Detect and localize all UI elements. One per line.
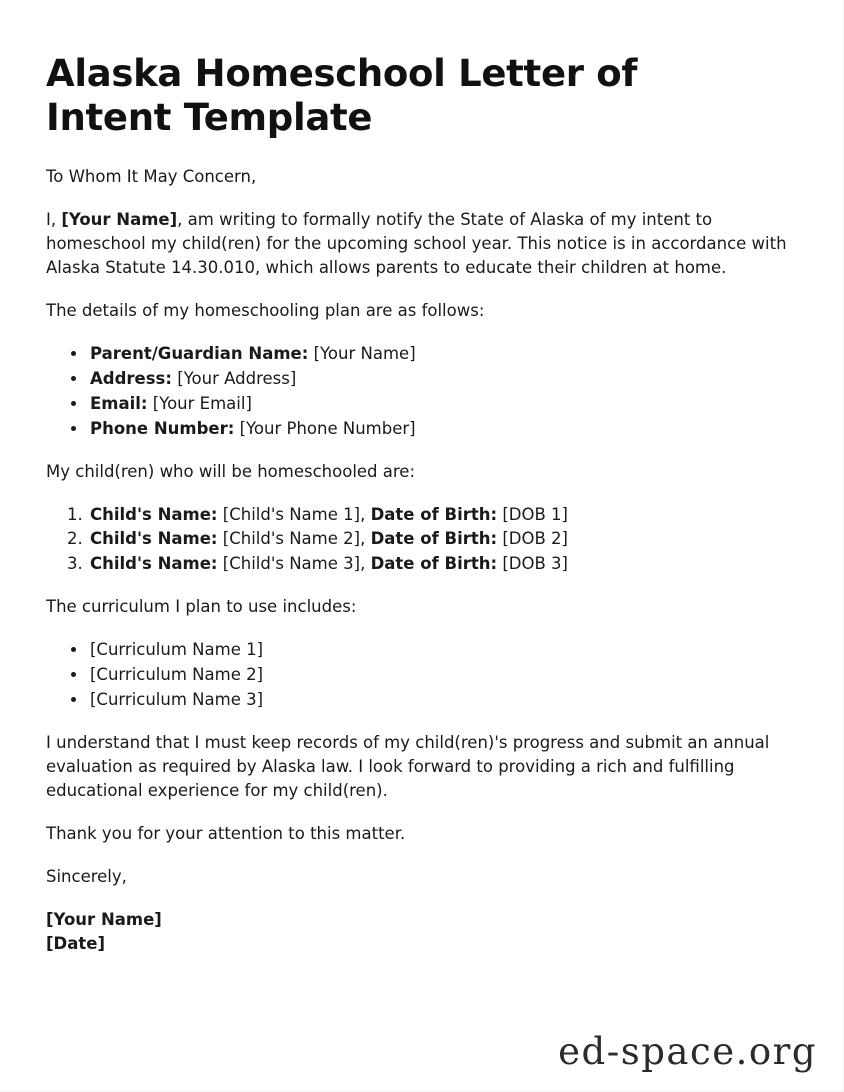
child-dob-value: [DOB 2]	[502, 529, 568, 549]
list-item: • [Curriculum Name 2]	[88, 663, 794, 687]
child-name-label: Child's Name:	[90, 554, 218, 574]
salutation: To Whom It May Concern,	[46, 167, 257, 187]
detail-label: Parent/Guardian Name:	[90, 343, 309, 363]
list-item	[88, 503, 794, 527]
intro-before: I,	[46, 210, 62, 230]
child-dob-label: Date of Birth:	[370, 529, 498, 549]
child-name-label: Child's Name:	[90, 529, 218, 549]
intro-paragraph	[46, 208, 794, 280]
thanks-paragraph: Thank you for your attention to this matter.	[46, 823, 406, 843]
curriculum-intro: The curriculum I plan to use includes:	[46, 597, 357, 617]
detail-value: [Your Address]	[177, 368, 297, 388]
list-item	[88, 417, 794, 441]
detail-value: [Your Phone Number]	[239, 418, 416, 438]
list-item	[88, 527, 794, 551]
intro-after: , am writing to formally notify the State of Alaska of my intent to homeschool my child(ren) for the upcoming school year. This notice is in accordance with Alaska Statute 14.30.010, which allows parents to educate their children at home.	[46, 210, 787, 278]
child-dob-label: Date of Birth:	[370, 554, 498, 574]
signature-block	[46, 908, 794, 956]
page-title: Alaska Homeschool Letter of Intent Template	[46, 52, 638, 139]
closing: Sincerely,	[46, 866, 127, 886]
details-list	[46, 342, 794, 441]
children-intro: My child(ren) who will be homeschooled are:	[46, 461, 416, 481]
child-name-value: [Child's Name 3],	[222, 554, 366, 574]
detail-value: [Your Name]	[313, 343, 416, 363]
child-dob-value: [DOB 3]	[502, 554, 568, 574]
detail-label: Phone Number:	[90, 418, 235, 438]
document-body	[46, 52, 794, 955]
child-dob-value: [DOB 1]	[502, 504, 568, 524]
list-item: • [Curriculum Name 3]	[88, 688, 794, 712]
details-intro: The details of my homeschooling plan are as follows:	[46, 301, 485, 320]
detail-label: Email:	[90, 393, 148, 413]
child-name-value: [Child's Name 2],	[222, 529, 366, 549]
site-watermark: ed-space.org	[558, 1030, 817, 1073]
detail-label: Address:	[90, 368, 172, 388]
detail-value: [Your Email]	[152, 393, 252, 413]
understanding-paragraph: I understand that I must keep records of my child(ren)'s progress and submit an annual evaluation as required by Alaska law. I look forward to providing a rich and fulfilling educational experience for my child(ren).	[46, 732, 770, 800]
child-name-label: Child's Name:	[90, 504, 218, 524]
signature-name: [Your Name]	[46, 909, 162, 929]
list-item	[88, 367, 794, 391]
curriculum-list	[46, 638, 794, 712]
list-item: • [Curriculum Name 1]	[88, 638, 794, 662]
children-list	[46, 503, 794, 577]
list-item	[88, 392, 794, 416]
child-name-value: [Child's Name 1],	[222, 504, 366, 524]
list-item	[88, 552, 794, 576]
signature-date: [Date]	[46, 933, 105, 953]
list-item	[88, 342, 794, 366]
child-dob-label: Date of Birth:	[370, 504, 498, 524]
intro-name-placeholder: [Your Name]	[61, 210, 178, 230]
